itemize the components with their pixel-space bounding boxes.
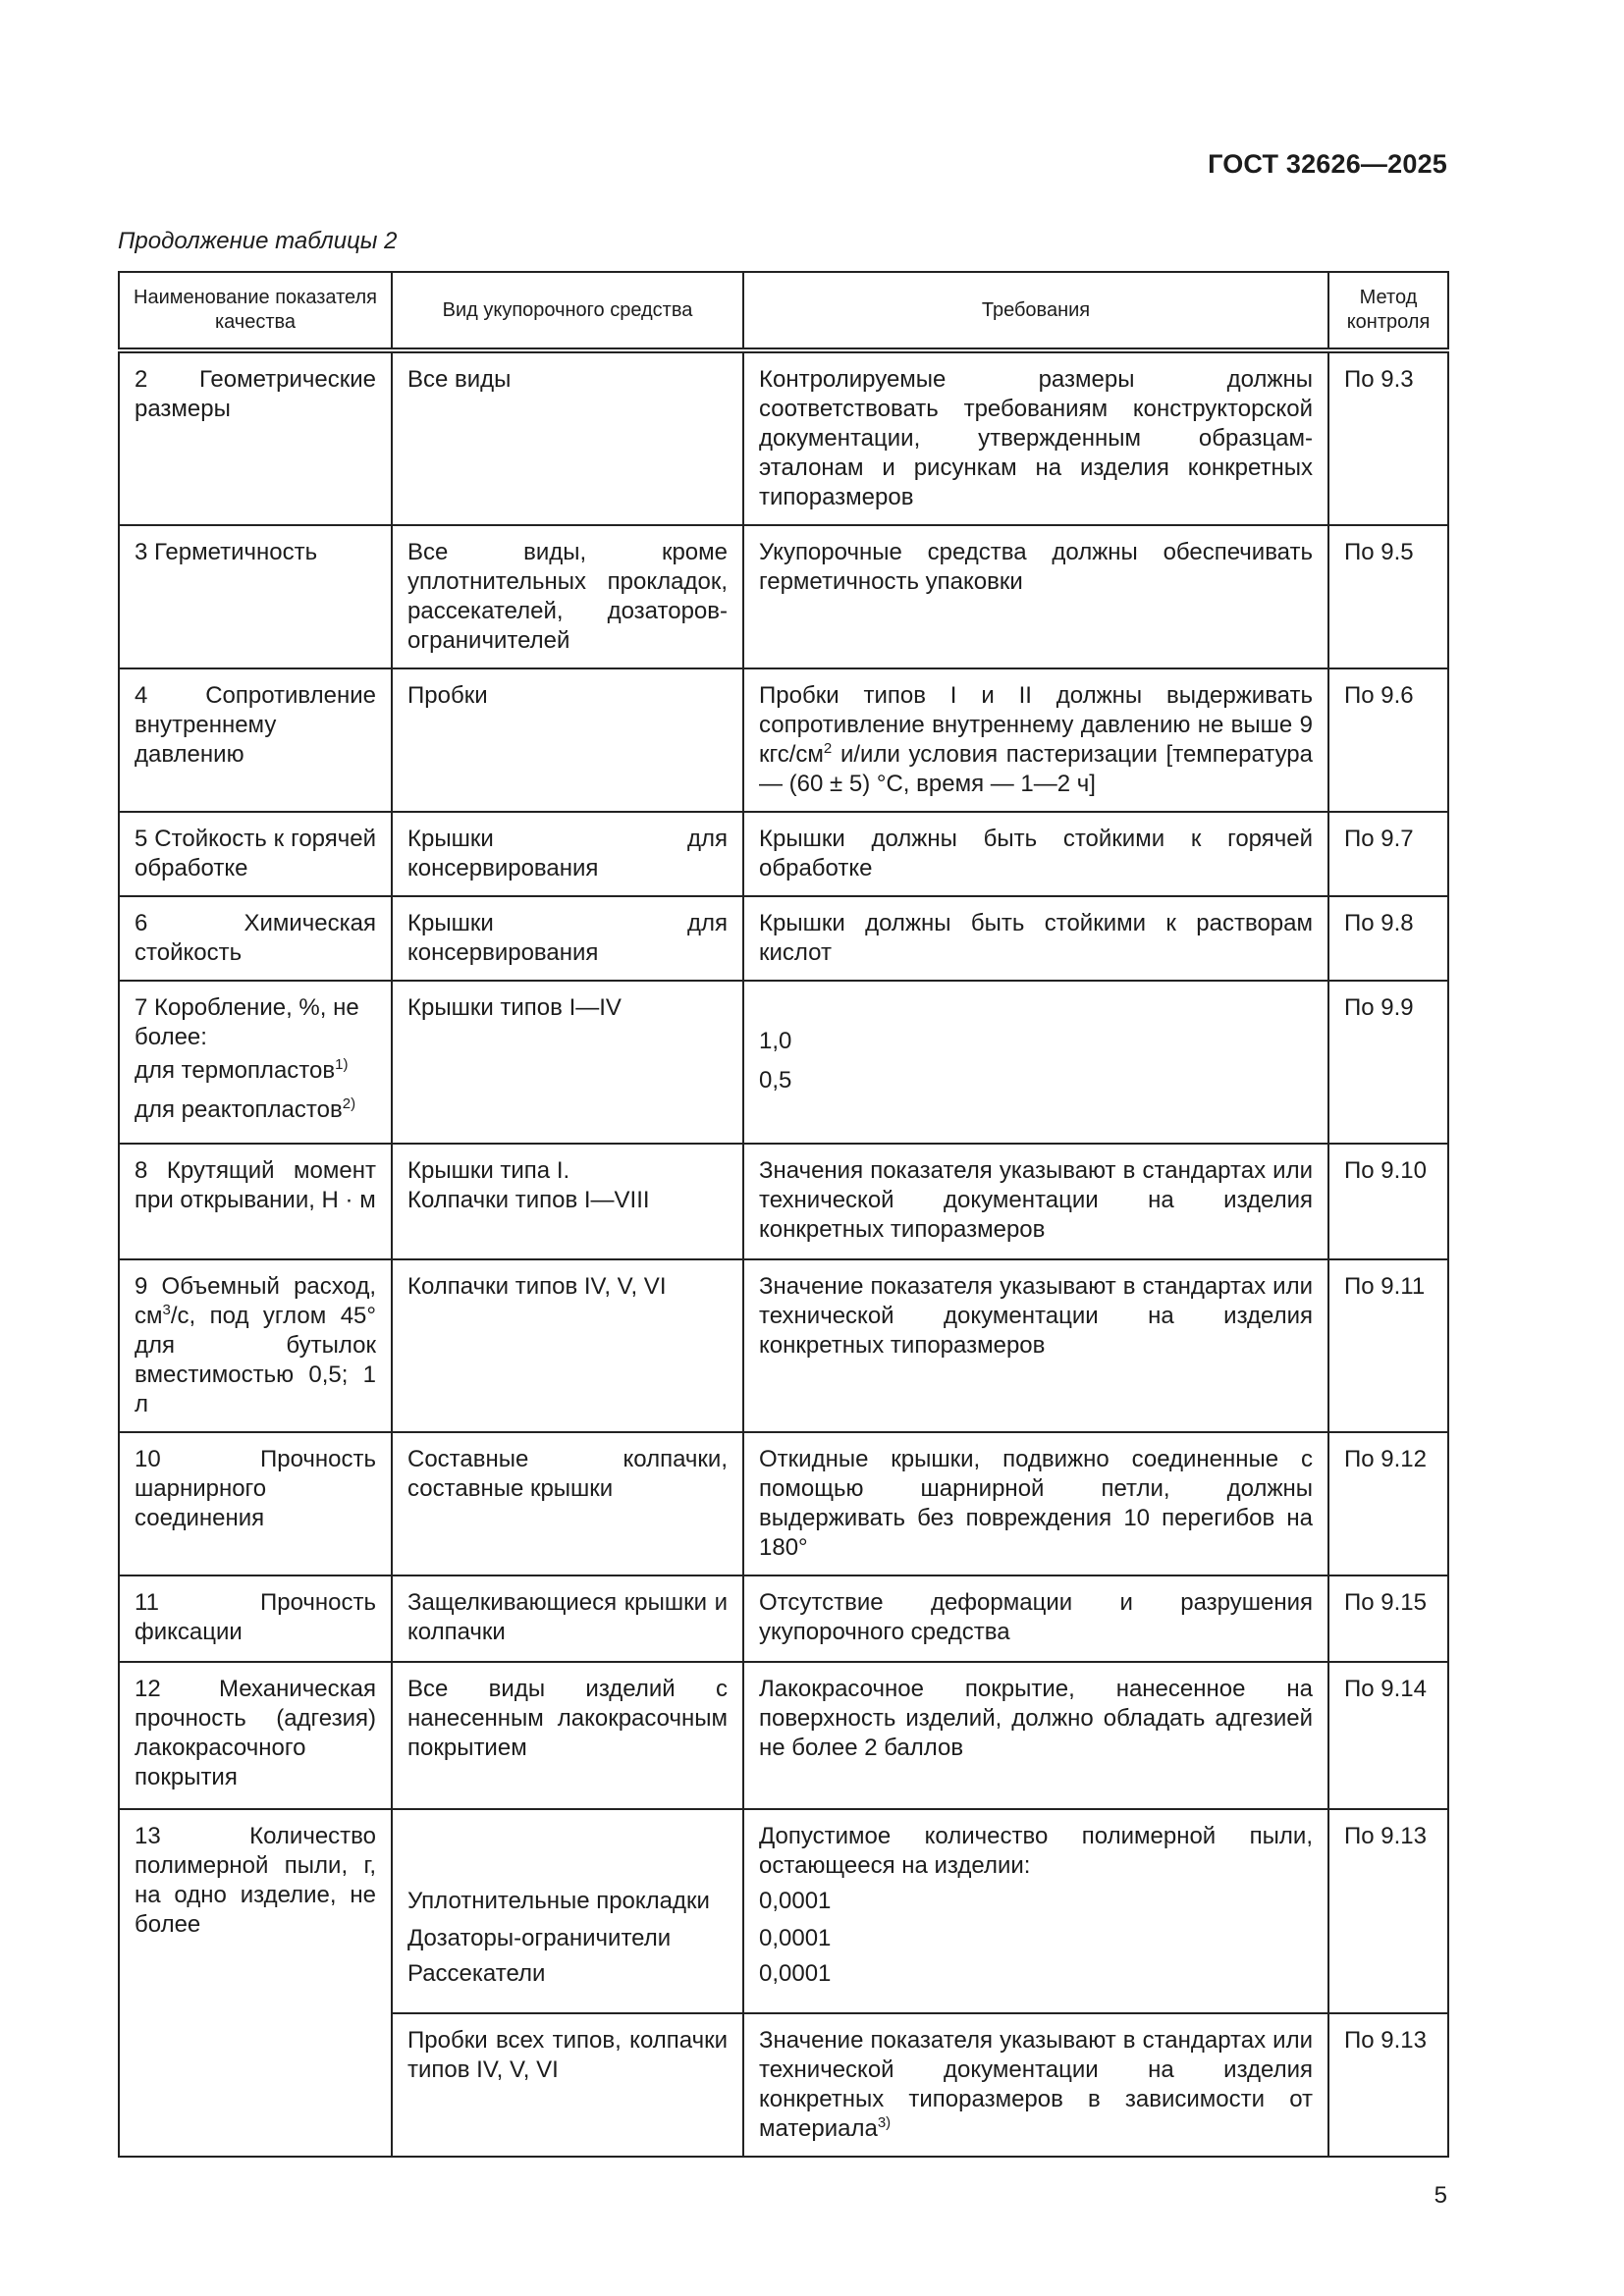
requirement: Контролируемые размеры должны соответствовать требованиям конструкторской документации, утвержденным образцам-эталонам и рисункам на изделия конкретных типоразмеров bbox=[743, 350, 1328, 525]
closure-type: Все виды bbox=[392, 350, 743, 525]
quality-requirements-table bbox=[118, 271, 1449, 2158]
closure-type-item: Рассекатели bbox=[407, 1960, 546, 1987]
indicator-name: 4 Сопротивление внутреннему давлению bbox=[119, 668, 392, 812]
closure-type: Пробки всех типов, колпачки типов IV, V, VI bbox=[392, 2013, 743, 2157]
closure-type bbox=[392, 1144, 743, 1259]
value: 0,0001 bbox=[759, 1960, 832, 1987]
control-method: По 9.5 bbox=[1328, 525, 1448, 668]
requirement bbox=[743, 981, 1328, 1144]
indicator-name: 3 Герметичность bbox=[119, 525, 392, 668]
column-header: Требования bbox=[743, 272, 1328, 350]
indicator-name: 11 Прочность фиксации bbox=[119, 1575, 392, 1662]
requirement: Лакокрасочное покрытие, нанесенное на поверхность изделий, должно обладать адгезией не более 2 баллов bbox=[743, 1662, 1328, 1809]
table-row bbox=[119, 525, 1448, 668]
table-row bbox=[119, 812, 1448, 896]
closure-type: Составные колпачки, составные крышки bbox=[392, 1432, 743, 1575]
superscript: 3 bbox=[162, 1302, 171, 1318]
page-number: 5 bbox=[1434, 2182, 1447, 2209]
requirement-text: Пробки типов I и II должны выдерживать сопротивление внутреннему давлению не выше 9 кгс/см bbox=[759, 682, 1313, 768]
value: 0,0001 bbox=[759, 1888, 832, 1914]
value: 0,0001 bbox=[759, 1925, 832, 1951]
value: 1,0 bbox=[759, 1028, 792, 1054]
closure-type: Крышки для консервирования bbox=[392, 812, 743, 896]
requirement: Крышки должны быть стойкими к растворам кислот bbox=[743, 896, 1328, 981]
control-method: По 9.13 bbox=[1328, 1809, 1448, 2013]
sub-indicator: для реактопластов$^{2)}$ bbox=[135, 1095, 356, 1123]
requirement: Значение показателя указывают в стандартах или технической документации на изделия конкретных типоразмеров в зависимости от материала$^{3)}$ bbox=[743, 2013, 1328, 2157]
requirement: Значение показателя указывают в стандартах или технической документации на изделия конкретных типоразмеров bbox=[743, 1259, 1328, 1432]
closure-type: Все виды, кроме уплотнительных прокладок, рассекателей, дозаторов-ограничителей bbox=[392, 525, 743, 668]
indicator-name: 8 Крутящий момент при открывании, Н · м bbox=[119, 1144, 392, 1259]
column-header: Наименование показателя качества bbox=[119, 272, 392, 350]
requirement: Откидные крышки, подвижно соединенные с помощью шарнирной петли, должны выдерживать без повреждения 10 перегибов на 180° bbox=[743, 1432, 1328, 1575]
control-method: По 9.14 bbox=[1328, 1662, 1448, 1809]
indicator-name: 9 Объемный расход, $см^3/с$, под углом 45° для бутылок вместимостью 0,5; 1 л bbox=[119, 1259, 392, 1432]
closure-type-item: Уплотнительные прокладки bbox=[407, 1888, 710, 1914]
table-row bbox=[119, 1259, 1448, 1432]
closure-type: Пробки bbox=[392, 668, 743, 812]
table-caption: Продолжение таблицы 2 bbox=[118, 228, 398, 254]
table-row bbox=[119, 981, 1448, 1144]
control-method: По 9.15 bbox=[1328, 1575, 1448, 1662]
requirement bbox=[743, 1809, 1328, 2013]
table-row bbox=[119, 1432, 1448, 1575]
control-method: По 9.7 bbox=[1328, 812, 1448, 896]
requirement: Значения показателя указывают в стандартах или технической документации на изделия конкретных типоразмеров bbox=[743, 1144, 1328, 1259]
requirement: Укупорочные средства должны обеспечивать герметичность упаковки bbox=[743, 525, 1328, 668]
table-row bbox=[119, 1662, 1448, 1809]
indicator-name: 10 Прочность шарнирного соединения bbox=[119, 1432, 392, 1575]
table-row bbox=[119, 1575, 1448, 1662]
footnote-ref: 3) bbox=[877, 2114, 892, 2131]
indicator-name bbox=[119, 981, 392, 1144]
table-row bbox=[119, 668, 1448, 812]
closure-type-line: Крышки типа I. bbox=[407, 1157, 570, 1184]
requirement bbox=[743, 668, 1328, 812]
superscript: 2 bbox=[823, 740, 833, 757]
closure-type bbox=[392, 1809, 743, 2013]
control-method: По 9.11 bbox=[1328, 1259, 1448, 1432]
control-method: По 9.10 bbox=[1328, 1144, 1448, 1259]
footnote-ref: 1) bbox=[335, 1056, 349, 1073]
column-header: Метод контроля bbox=[1328, 272, 1448, 350]
closure-type-item: Дозаторы-ограничители bbox=[407, 1925, 672, 1951]
table-header-row bbox=[119, 272, 1448, 350]
requirement: Отсутствие деформации и разрушения укупорочного средства bbox=[743, 1575, 1328, 1662]
indicator-name: 6 Химическая стойкость bbox=[119, 896, 392, 981]
control-method: По 9.9 bbox=[1328, 981, 1448, 1144]
footnote-ref: 2) bbox=[342, 1095, 356, 1112]
closure-type: Крышки типов I—IV bbox=[392, 981, 743, 1144]
table-row bbox=[119, 896, 1448, 981]
closure-type-line: Колпачки типов I—VIII bbox=[407, 1187, 650, 1213]
requirement-intro: Допустимое количество полимерной пыли, остающееся на изделии: bbox=[759, 1823, 1313, 1879]
closure-type: Все виды изделий с нанесенным лакокрасочным покрытием bbox=[392, 1662, 743, 1809]
closure-type: Колпачки типов IV, V, VI bbox=[392, 1259, 743, 1432]
table-row bbox=[119, 350, 1448, 525]
indicator-name: 2 Геометрические размеры bbox=[119, 350, 392, 525]
column-header: Вид укупорочного средства bbox=[392, 272, 743, 350]
control-method: По 9.13 bbox=[1328, 2013, 1448, 2157]
requirement: Крышки должны быть стойкими к горячей обработке bbox=[743, 812, 1328, 896]
indicator-name: 13 Количество полимерной пыли, г, на одно изделие, не более bbox=[119, 1809, 392, 2157]
indicator-name: 12 Механическая прочность (адгезия) лакокрасочного покрытия bbox=[119, 1662, 392, 1809]
requirement-text: и/или условия пастеризации [температура — (60 ± 5) °С, время — 1—2 ч] bbox=[759, 741, 1313, 797]
indicator-name: 5 Стойкость к горячей обработке bbox=[119, 812, 392, 896]
standard-number: ГОСТ 32626—2025 bbox=[1208, 149, 1447, 179]
table-row bbox=[119, 1809, 1448, 2013]
control-method: По 9.12 bbox=[1328, 1432, 1448, 1575]
closure-type: Крышки для консервирования bbox=[392, 896, 743, 981]
control-method: По 9.3 bbox=[1328, 350, 1448, 525]
control-method: По 9.8 bbox=[1328, 896, 1448, 981]
table-row bbox=[119, 1144, 1448, 1259]
indicator-title: 7 Коробление, %, не более: bbox=[135, 994, 359, 1050]
closure-type: Защелкивающиеся крышки и колпачки bbox=[392, 1575, 743, 1662]
value: 0,5 bbox=[759, 1067, 792, 1094]
sub-indicator: для термопластов$^{1)}$ bbox=[135, 1056, 349, 1084]
control-method: По 9.6 bbox=[1328, 668, 1448, 812]
